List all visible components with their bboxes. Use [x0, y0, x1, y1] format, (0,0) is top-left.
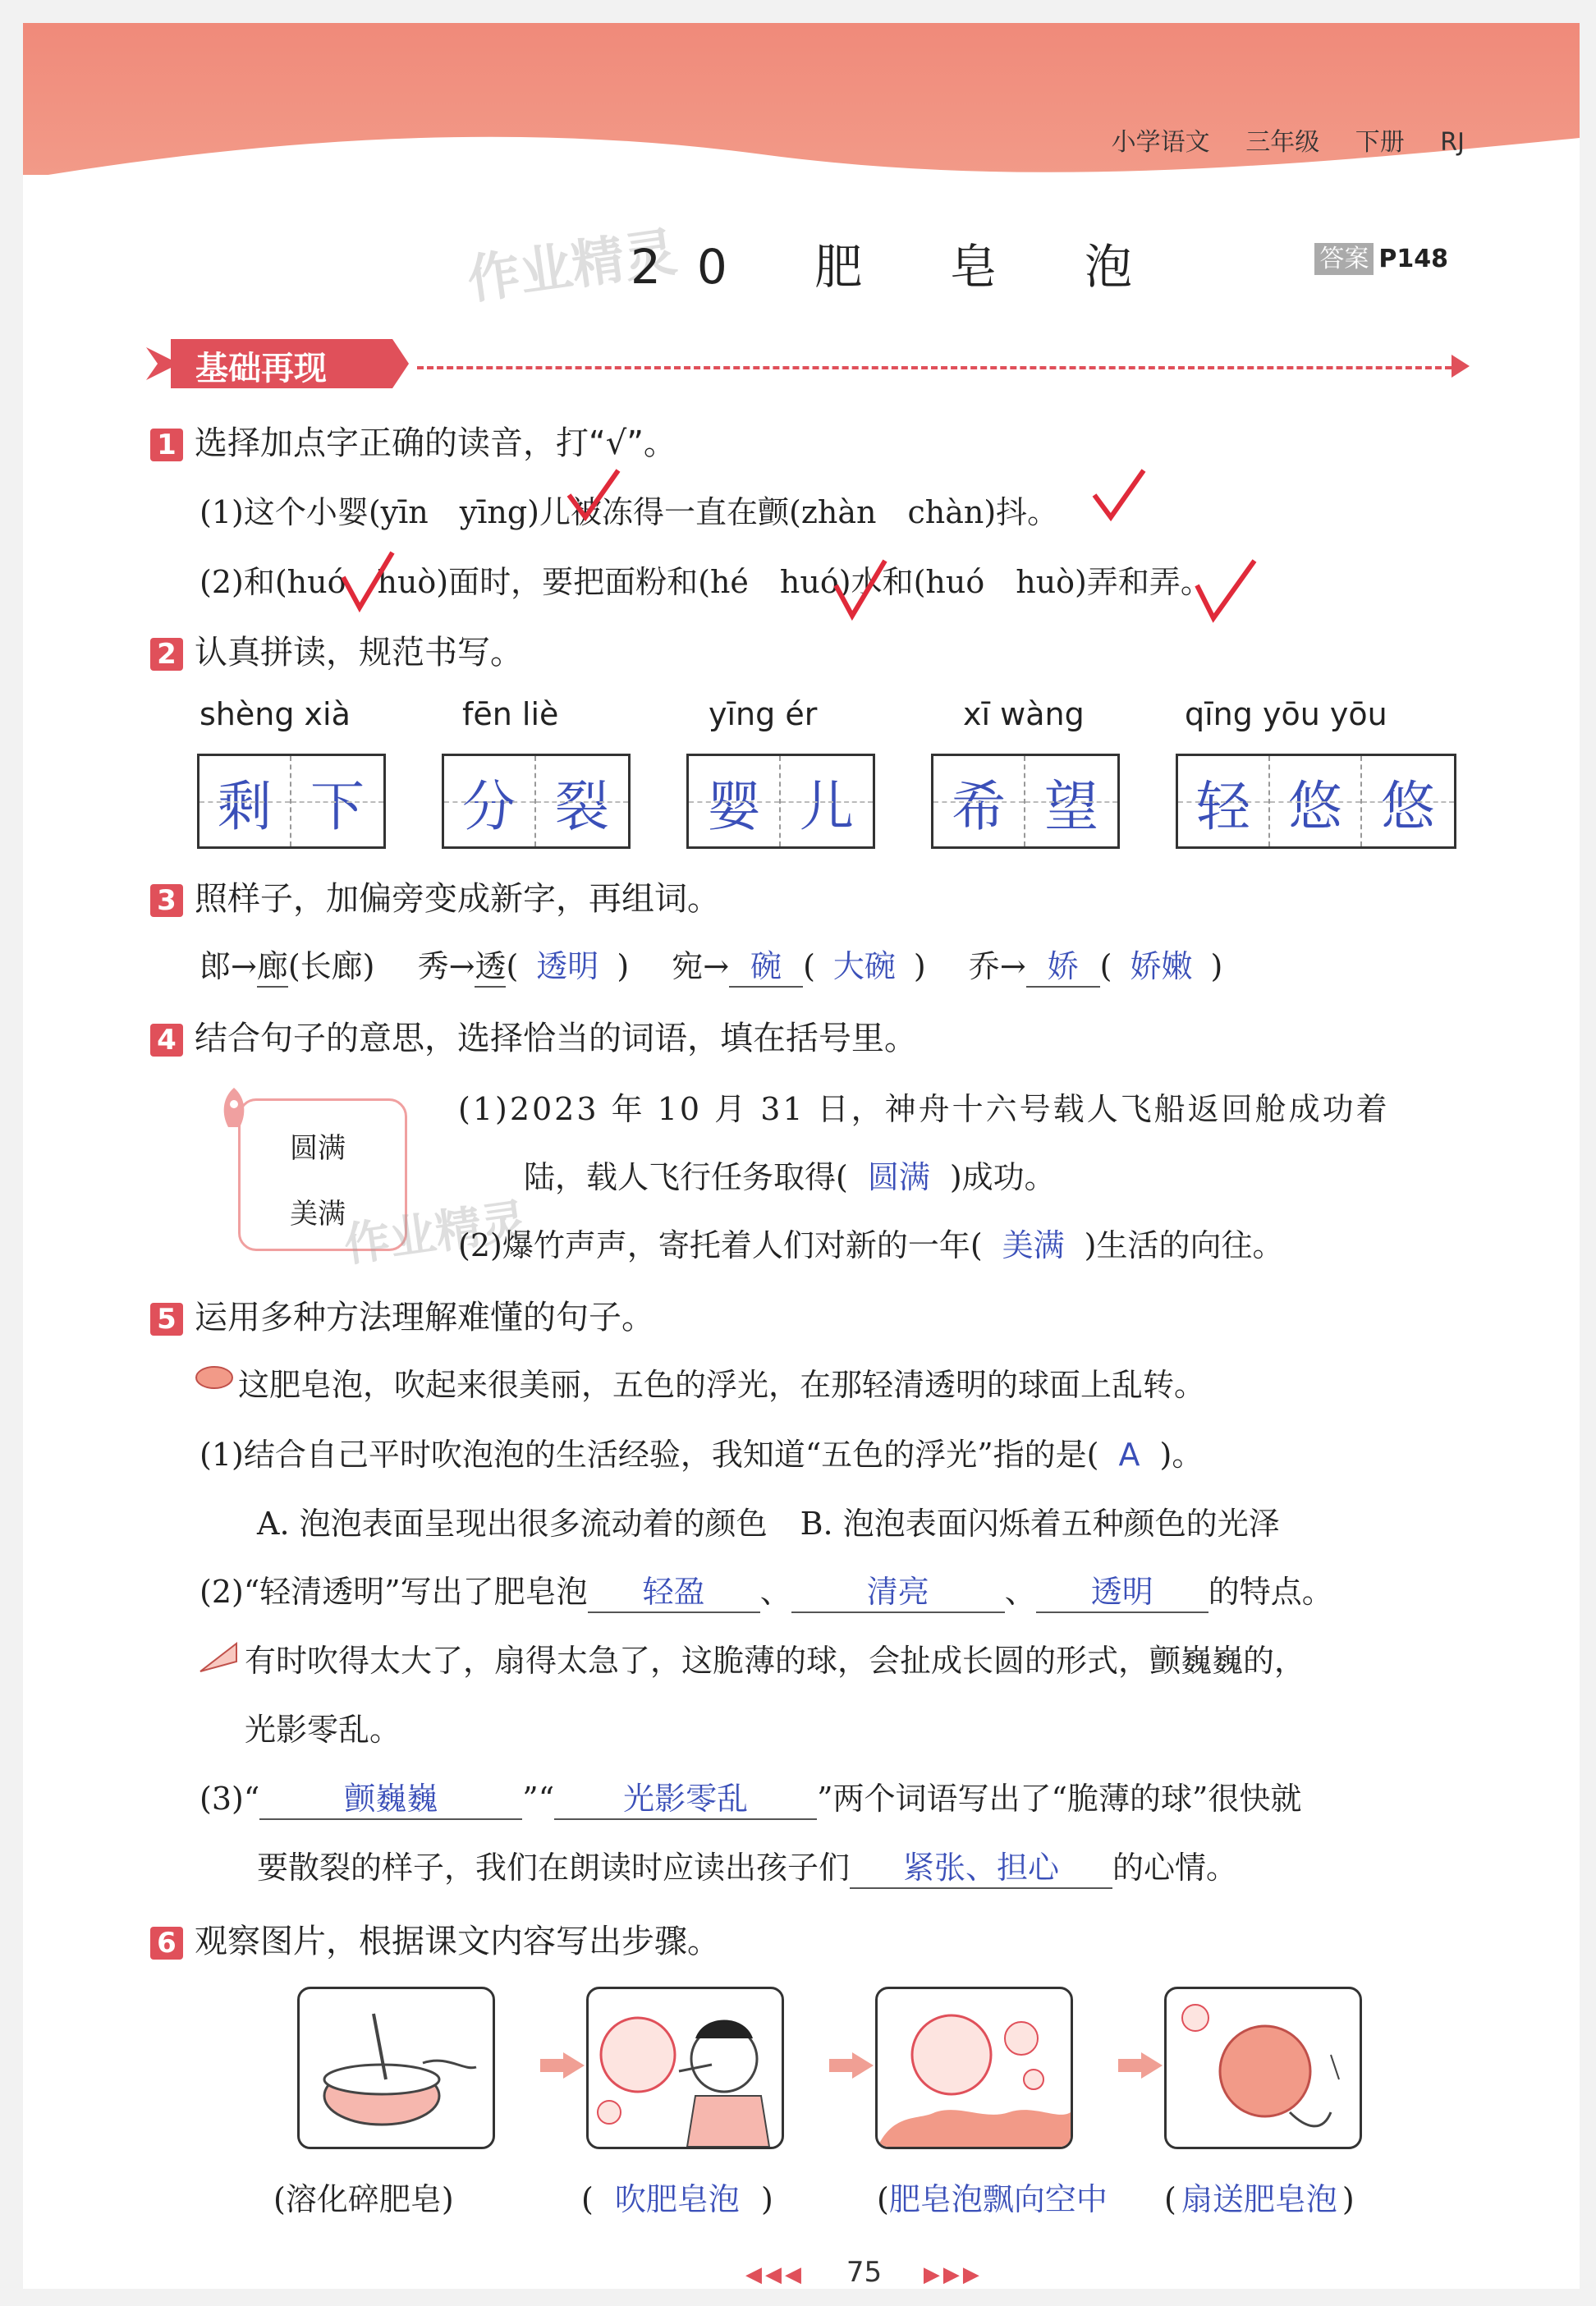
q6-caption-3-answer: 肥皂泡飘向空中: [888, 2181, 1108, 2217]
q5-p3b-pre: 要散裂的样子，我们在朗读时应读出孩子们: [257, 1850, 851, 1886]
q5-p2-sep: 、: [759, 1574, 791, 1610]
watermark: 作业精灵: [341, 1194, 531, 1273]
q5-p3-pre: (3)“: [200, 1781, 260, 1817]
q5-p3-post: ”两个词语写出了“脆薄的球”很快就: [817, 1781, 1302, 1817]
q3-item2-char: 透: [475, 941, 506, 988]
q4-s1b: [524, 1152, 1056, 1197]
rocket-icon: [213, 1086, 255, 1135]
q4-s2-answer: 美满: [1002, 1227, 1065, 1263]
check-mark-icon: [565, 466, 622, 524]
q3-item2-word: 透明: [536, 948, 599, 984]
grid-cell: 下: [291, 756, 383, 846]
q3-number: 3: [150, 884, 183, 917]
q4-s1b-pre: 陆，载人飞行任务取得(: [524, 1159, 848, 1195]
q3-item1-base: 郎→: [200, 948, 257, 984]
q5-p2-answer-2: 清亮: [791, 1566, 1005, 1613]
q2-prompt: [150, 626, 523, 673]
q5-p1-answer: A: [1118, 1437, 1140, 1473]
section-title: 基础再现: [195, 350, 327, 387]
q2-grid-2: [442, 754, 631, 849]
q5-p2-sep: 、: [1004, 1574, 1036, 1610]
q2-grid-4: [931, 754, 1120, 849]
q5-p3b-post: 的心情。: [1112, 1850, 1238, 1886]
header-volume: 下册: [1355, 128, 1405, 157]
q3-item1-word: (长廊): [287, 948, 375, 984]
q4-s1-answer: 圆满: [867, 1159, 930, 1195]
q4-option-2: 美满: [290, 1198, 346, 1231]
q5-option-b: B. 泡泡表面闪烁着五种颜色的光泽: [800, 1506, 1280, 1542]
q5-p3b: [257, 1842, 1237, 1889]
q6-caption-1: (溶化碎肥皂): [273, 2181, 454, 2217]
q1-number: 1: [150, 429, 183, 461]
answer-label: 答案: [1314, 243, 1374, 275]
header-grade: 三年级: [1245, 128, 1320, 157]
q6-prompt-text: 观察图片，根据课文内容写出步骤。: [195, 1923, 720, 1960]
workbook-page: [23, 23, 1580, 2289]
check-mark-icon: [1193, 557, 1259, 626]
arrow-right-icon: [852, 2052, 874, 2079]
soap-icon: [194, 1363, 235, 1392]
q3-item3-char: 碗: [729, 941, 803, 988]
q3-item4-base: 乔→: [968, 948, 1026, 984]
header-subject: 小学语文: [1111, 128, 1210, 157]
q3-item4-word: 娇嫩: [1130, 948, 1193, 984]
q4-s1a: (1)2023 年 10 月 31 日，神舟十六号载人飞船返回舱成功着: [458, 1091, 1390, 1127]
q5-prompt-text: 运用多种方法理解难懂的句子。: [195, 1299, 654, 1336]
header-edition: RJ: [1440, 128, 1465, 157]
q5-p1-post: )。: [1159, 1437, 1204, 1473]
arrow-right-icon: [1141, 2052, 1163, 2079]
step-image-fan-bubble: [1164, 1987, 1362, 2149]
q4-prompt-text: 结合句子的意思，选择恰当的词语，填在括号里。: [195, 1020, 917, 1057]
q5-p2: [200, 1566, 1333, 1613]
q2-number: 2: [150, 638, 183, 671]
q6-number: 6: [150, 1927, 183, 1960]
answer-ref: [1314, 238, 1448, 274]
grid-cell: 悠: [1270, 756, 1362, 846]
q2-pinyin-2: fēn liè: [462, 696, 559, 732]
q4-number: 4: [150, 1024, 183, 1057]
q5-quote1: 这肥皂泡，吹起来很美丽，五色的浮光，在那轻清透明的球面上乱转。: [238, 1367, 1206, 1403]
q5-option-a: A. 泡泡表面呈现出很多流动着的颜色: [257, 1506, 768, 1542]
q2-grid-1: [197, 754, 386, 849]
q5-prompt: [150, 1291, 654, 1338]
q5-number: 5: [150, 1303, 183, 1336]
q6-caption-4: ( 扇送肥皂泡 ): [1164, 2181, 1355, 2217]
q4-s2-post: )生活的向往。: [1084, 1227, 1284, 1263]
q2-pinyin-5: qīng yōu yōu: [1185, 696, 1387, 732]
page-footer: [745, 2256, 983, 2289]
q5-p1-pre: (1)结合自己平时吹泡泡的生活经验，我知道“五色的浮光”指的是(: [200, 1437, 1099, 1473]
q5-p3: [200, 1773, 1301, 1820]
q4-s1b-post: )成功。: [949, 1159, 1056, 1195]
arrow-right-icon: [563, 2052, 585, 2079]
q2-prompt-text: 认真拼读，规范书写。: [195, 634, 523, 672]
q6-caption-2-answer: 吹肥皂泡: [614, 2181, 740, 2217]
q5-p3-answer-3: 紧张、担心: [850, 1842, 1112, 1889]
page-title: 20 肥 皂 泡: [631, 239, 1169, 295]
q5-p2-pre: (2)“轻清透明”写出了肥皂泡: [200, 1574, 588, 1610]
check-mark-icon: [339, 548, 397, 614]
check-mark-icon: [832, 557, 889, 622]
grid-cell: 轻: [1178, 756, 1270, 846]
q1-line1: (1)这个小婴(yīn yīng)儿被冻得一直在颤(zhàn chàn)抖。: [200, 494, 1059, 530]
step-image-bubbles-float: [875, 1987, 1073, 2149]
prev-arrows-icon: ◀◀◀: [745, 2262, 805, 2287]
grid-cell: 裂: [536, 756, 628, 846]
q6-caption-3: (肥皂泡飘向空中: [877, 2181, 1108, 2217]
q1-prompt-text: 选择加点字正确的读音，打“√”。: [195, 424, 676, 462]
fan-icon: [197, 1639, 240, 1675]
grid-cell: 分: [444, 756, 536, 846]
q5-p2-post: 的特点。: [1208, 1574, 1333, 1610]
q1-line2: (2)和(huó huò)面时，要把面粉和(hé huó)水和(huó huò)弄和弄。: [200, 564, 1212, 600]
q3-items: 郎→廊(长廊) 秀→透( 透明 ) 宛→ 碗 ( 大碗 ) 乔→ 娇 ( 娇嫩 ): [200, 941, 1222, 988]
grid-cell: 剩: [200, 756, 291, 846]
q6-prompt: [150, 1915, 720, 1962]
q3-item3-word: 大碗: [832, 948, 896, 984]
grid-cell: 悠: [1362, 756, 1454, 846]
page-number: 75: [846, 2256, 883, 2289]
q5-quote2a: 有时吹得太大了，扇得太急了，这脆薄的球，会扯成长圆的形式，颤巍巍的，: [245, 1643, 1306, 1679]
next-arrows-icon: ▶▶▶: [923, 2262, 983, 2287]
q2-pinyin-4: xī wàng: [963, 696, 1085, 732]
q3-item3-base: 宛→: [672, 948, 730, 984]
q3-item2-base: 秀→: [417, 948, 475, 984]
q5-p2-answer-3: 透明: [1036, 1566, 1208, 1613]
q2-grid-5: [1176, 754, 1456, 849]
q6-caption-2: ( 吹肥皂泡 ): [581, 2181, 773, 2217]
q3-item4-char: 娇: [1026, 941, 1100, 988]
q4-s2-pre: (2)爆竹声声，寄托着人们对新的一年(: [458, 1227, 983, 1263]
header-meta: [1084, 121, 1465, 158]
grid-cell: 望: [1025, 756, 1117, 846]
q6-caption-4-answer: 扇送肥皂泡: [1181, 2181, 1337, 2217]
q4-prompt: [150, 1012, 917, 1059]
q4-s2: [458, 1220, 1284, 1265]
q3-prompt-text: 照样子，加偏旁变成新字，再组词。: [195, 880, 720, 918]
grid-cell: 儿: [781, 756, 873, 846]
answer-page: P148: [1378, 245, 1448, 273]
check-mark-icon: [1090, 466, 1148, 524]
q5-quote2b: 光影零乱。: [245, 1712, 401, 1748]
step-image-blow-bubble: [586, 1987, 784, 2149]
q4-option-1: 圆满: [290, 1132, 346, 1165]
q5-p1: [200, 1429, 1203, 1474]
q5-options: [257, 1498, 1280, 1543]
grid-cell: 希: [933, 756, 1025, 846]
q1-prompt: [150, 417, 676, 464]
q2-pinyin-3: yīng ér: [709, 696, 818, 732]
arrow-right-icon: [1452, 355, 1470, 378]
q3-prompt: [150, 873, 720, 919]
watermark: 作业精灵: [463, 222, 681, 312]
q5-p3-answer-1: 颤巍巍: [259, 1773, 522, 1820]
q3-item1-char: 廊: [257, 941, 288, 988]
section-divider: [417, 366, 1452, 369]
q5-p3-mid: ”“: [522, 1781, 555, 1817]
q2-pinyin-1: shèng xià: [200, 696, 351, 732]
q2-grid-3: [686, 754, 875, 849]
grid-cell: 婴: [689, 756, 781, 846]
step-image-dissolve-soap: [297, 1987, 495, 2149]
q5-p2-answer-1: 轻盈: [588, 1566, 760, 1613]
q5-p3-answer-2: 光影零乱: [554, 1773, 817, 1820]
